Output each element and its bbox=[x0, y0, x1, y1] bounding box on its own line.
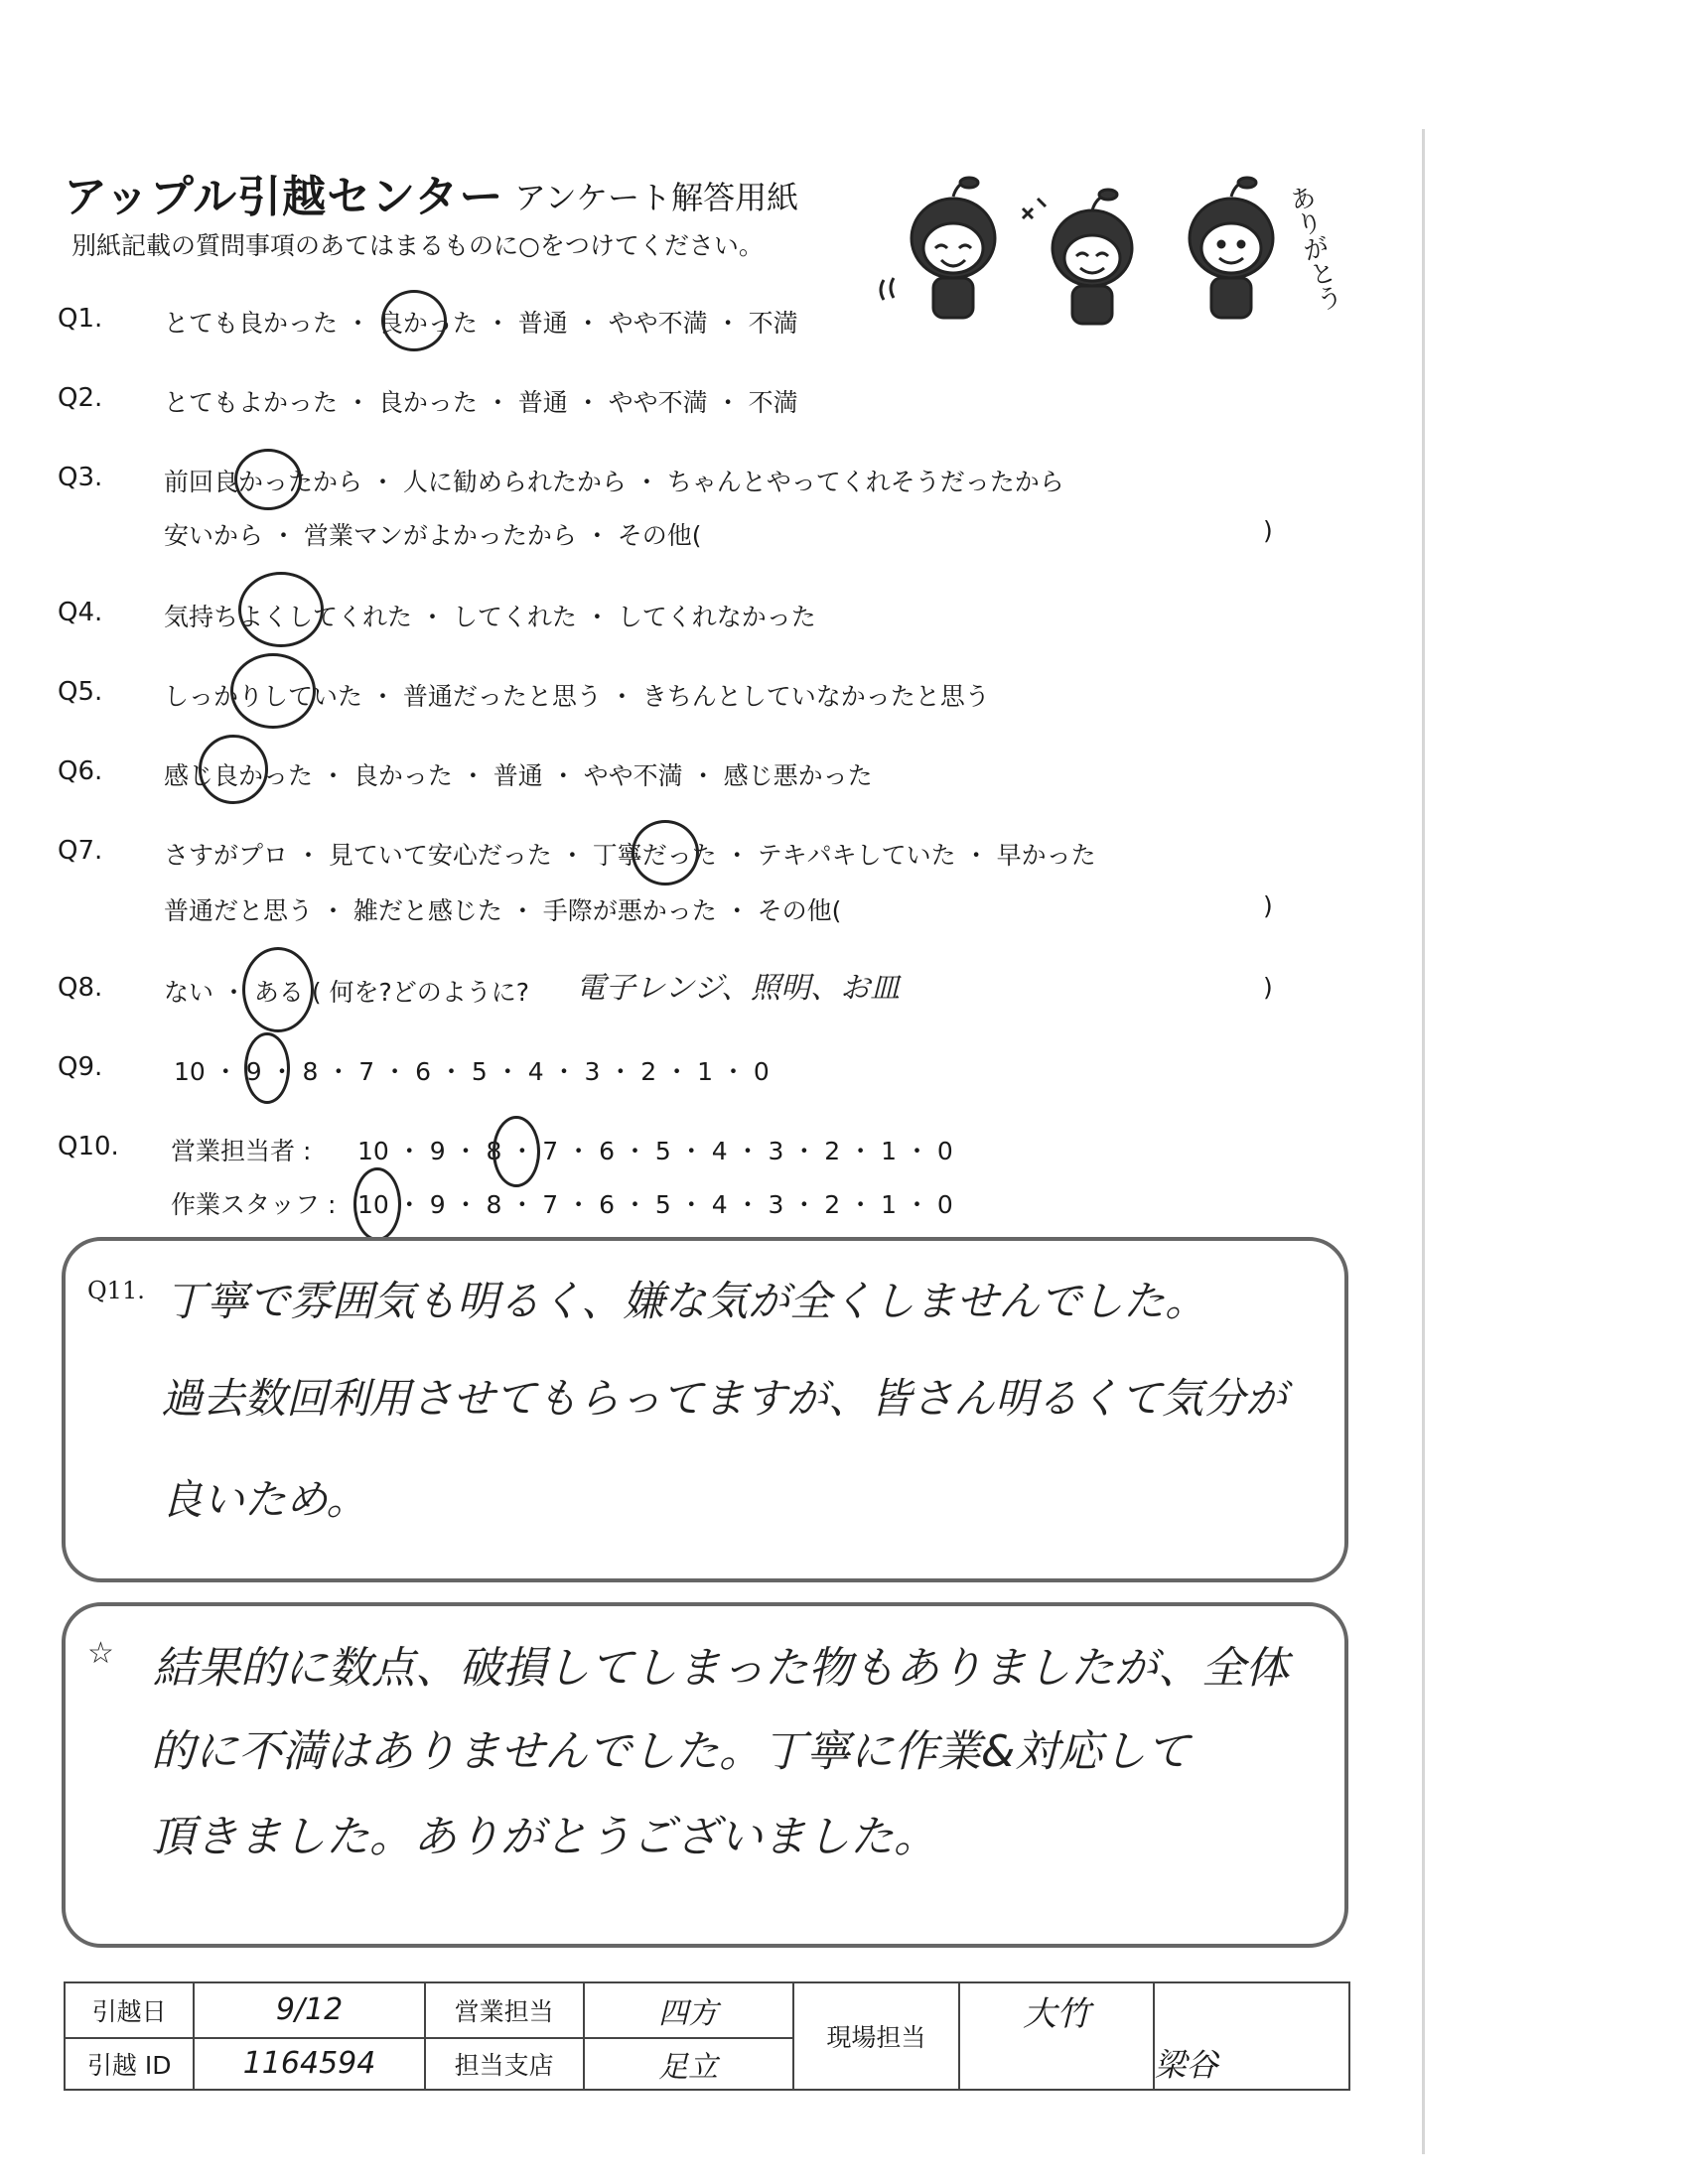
footer-info-table bbox=[64, 1981, 1350, 2091]
q8-close-paren: ) bbox=[1263, 973, 1273, 1002]
star-icon: ☆ bbox=[87, 1636, 114, 1671]
q1-answer-circle bbox=[381, 290, 447, 351]
q3-label: Q3. bbox=[58, 463, 103, 492]
q9-scale: 10 ・ 9 ・ 8 ・ 7 ・ 6 ・ 5 ・ 4 ・ 3 ・ 2 ・ 1 ・ 0 bbox=[174, 1057, 770, 1086]
q10-sales-scale: 10 ・ 9 ・ 8 ・ 7 ・ 6 ・ 5 ・ 4 ・ 3 ・ 2 ・ 1 ・ 0 bbox=[357, 1137, 953, 1165]
sales-rep-label: 営業担当 bbox=[425, 1982, 584, 2038]
q2-options: とてもよかった ・ 良かった ・ 普通 ・ やや不満 ・ 不満 bbox=[164, 388, 798, 417]
comment-line-2: 的に不満はありませんでした。丁寧に作業&対応して bbox=[151, 1726, 1191, 1777]
site-staff-blank-cell bbox=[959, 2038, 1153, 2090]
q6-options: 感じ良かった ・ 良かった ・ 普通 ・ やや不満 ・ 感じ悪かった bbox=[164, 761, 873, 790]
q11-label: Q11. bbox=[87, 1277, 145, 1304]
additional-comment-box bbox=[62, 1602, 1348, 1948]
monkey-mascots-illustration bbox=[874, 169, 1311, 347]
q9-answer-circle bbox=[244, 1032, 290, 1104]
q3-options-line1: 前回良かったから ・ 人に勧められたから ・ ちゃんとやってくれそうだったから bbox=[164, 468, 1064, 496]
page-edge-shadow bbox=[1422, 129, 1425, 2154]
q5-options: しっかりしていた ・ 普通だったと思う ・ きちんとしていなかったと思う bbox=[164, 682, 990, 711]
comment-line-3: 頂きました。ありがとうございました。 bbox=[151, 1812, 937, 1862]
site-staff-label: 現場担当 bbox=[793, 1982, 960, 2090]
instruction-text: 別紙記載の質問事項のあてはまるものに○をつけてください。 bbox=[71, 231, 764, 260]
comment-line-1: 結果的に数点、破損してしまった物もありましたが、全体 bbox=[153, 1643, 1289, 1694]
q10-staff-label: 作業スタッフ : bbox=[171, 1190, 337, 1219]
site-staff-extra-cell bbox=[1154, 1982, 1349, 2038]
q11-free-comment-box bbox=[62, 1237, 1348, 1582]
form-title: アンケート解答用紙 bbox=[514, 179, 799, 216]
branch-value: 足立 bbox=[584, 2038, 793, 2090]
move-id-label: 引越 ID bbox=[65, 2038, 194, 2090]
thanks-text: ありがとう bbox=[1282, 182, 1345, 315]
q10-staff-answer-circle bbox=[353, 1167, 401, 1241]
move-date-label: 引越日 bbox=[65, 1982, 194, 2038]
q8-handwritten-answer: 電子レンジ、照明、お皿 bbox=[576, 971, 901, 1006]
q11-line-2: 過去数回利用させてもらってますが、皆さん明るくて気分が bbox=[161, 1374, 1288, 1423]
q11-line-1: 丁寧で雰囲気も明るく、嫌な気が全くしませんでした。 bbox=[165, 1277, 1207, 1325]
q10-sales-label: 営業担当者 : bbox=[171, 1137, 312, 1165]
q10-sales-answer-circle bbox=[492, 1116, 540, 1187]
q8-options: ない ・ ある ( 何を?どのように? bbox=[164, 978, 530, 1007]
branch-label: 担当支店 bbox=[425, 2038, 584, 2090]
q11-line-3: 良いため。 bbox=[161, 1475, 368, 1524]
site-staff-2-value: 梁谷 bbox=[1154, 2038, 1349, 2090]
q4-options: 気持ちよくしてくれた ・ してくれた ・ してくれなかった bbox=[164, 603, 816, 631]
brand-title: アップル引越センター bbox=[64, 172, 504, 222]
q7-label: Q7. bbox=[58, 836, 103, 866]
q7-answer-circle bbox=[632, 820, 699, 886]
q5-label: Q5. bbox=[58, 677, 103, 707]
move-id-value: 1164594 bbox=[194, 2038, 424, 2090]
q2-label: Q2. bbox=[58, 383, 103, 413]
q8-answer-circle bbox=[242, 947, 314, 1032]
sales-rep-value: 四方 bbox=[584, 1982, 793, 2038]
q9-label: Q9. bbox=[58, 1052, 103, 1082]
q4-label: Q4. bbox=[58, 598, 103, 627]
q3-answer-circle bbox=[234, 449, 302, 510]
move-date-value: 9/12 bbox=[194, 1982, 424, 2038]
q5-answer-circle bbox=[230, 653, 316, 729]
q10-label: Q10. bbox=[58, 1132, 119, 1161]
q1-options: とても良かった ・ 良かった ・ 普通 ・ やや不満 ・ 不満 bbox=[164, 309, 798, 338]
q3-close-paren: ) bbox=[1263, 516, 1273, 545]
q7-options-line1: さすがプロ ・ 見ていて安心だった ・ 丁寧だった ・ テキパキしていた ・ 早かった bbox=[164, 841, 1096, 870]
site-staff-1-value: 大竹 bbox=[959, 1982, 1153, 2038]
q8-label: Q8. bbox=[58, 973, 103, 1003]
q7-options-line2: 普通だと思う ・ 雑だと感じた ・ 手際が悪かった ・ その他( bbox=[164, 896, 842, 925]
q3-options-line2: 安いから ・ 営業マンがよかったから ・ その他( bbox=[164, 521, 702, 550]
q7-close-paren: ) bbox=[1263, 891, 1273, 920]
q6-answer-circle bbox=[199, 735, 268, 804]
q4-answer-circle bbox=[238, 572, 324, 647]
q1-label: Q1. bbox=[58, 304, 103, 334]
q10-staff-scale: 10 ・ 9 ・ 8 ・ 7 ・ 6 ・ 5 ・ 4 ・ 3 ・ 2 ・ 1 ・ 0 bbox=[357, 1190, 953, 1219]
q6-label: Q6. bbox=[58, 756, 103, 786]
